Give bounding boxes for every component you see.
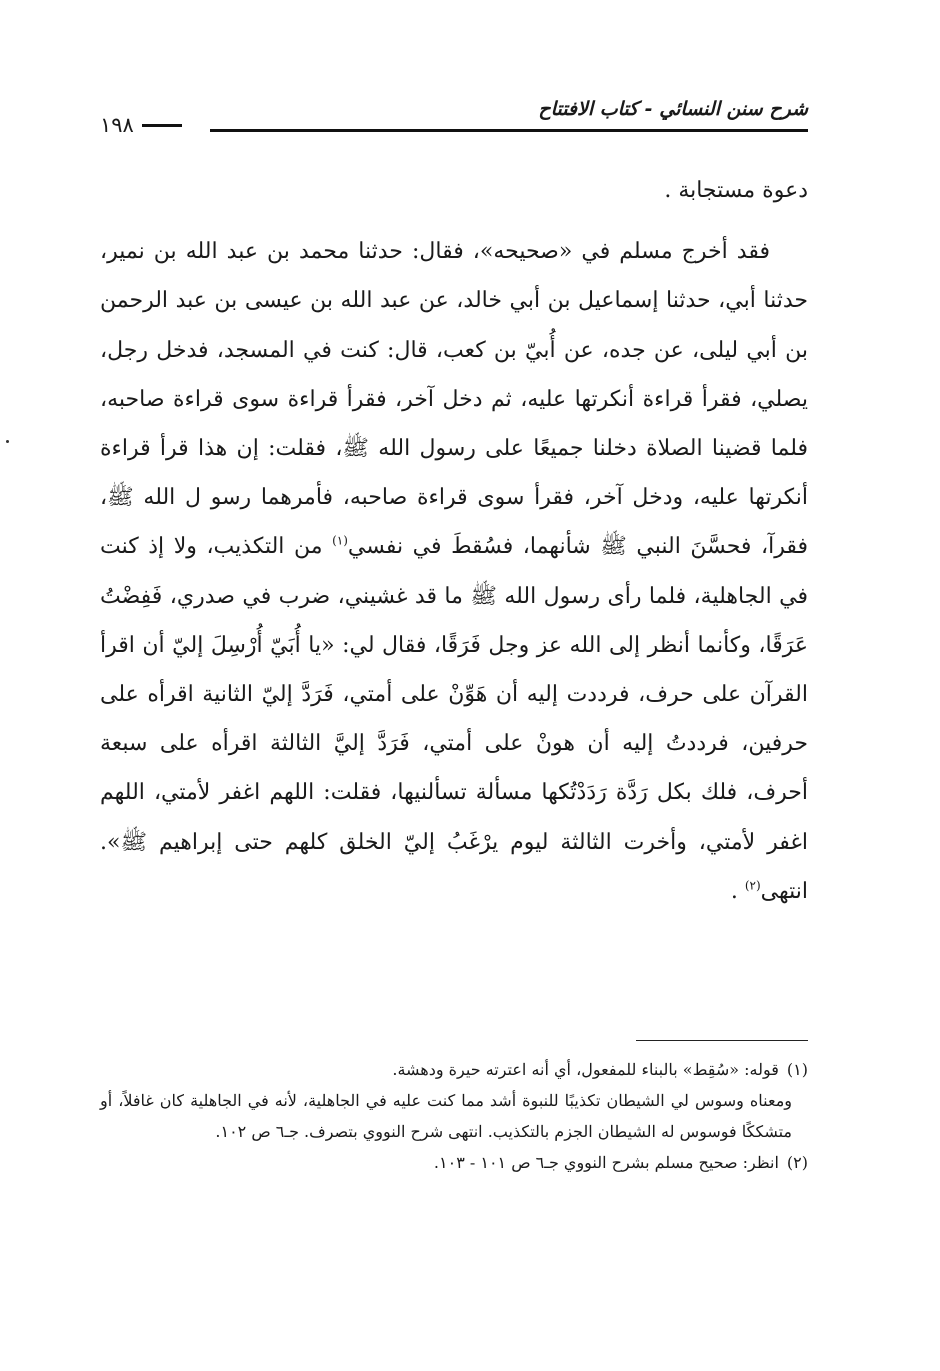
page-number-block	[100, 111, 182, 139]
main-text	[100, 166, 808, 916]
footnote-1	[100, 1054, 808, 1085]
footnote-separator	[636, 1040, 808, 1041]
footnote-1-continued: ومعناه وسوس لي الشيطان تكذيبًا للنبوة أشد مما كنت عليه في الجاهلية، لأنه في الجاهلية كان غافلاً، أو متشككًا فوسوس له الشيطان الجزم بالتكذيب. انتهى شرح النووي بتصرف. جـ٦ ص ١٠٢.	[100, 1091, 792, 1141]
scan-speck	[6, 440, 9, 443]
page-number: ١٩٨	[100, 113, 134, 137]
page-number-dash	[142, 124, 182, 127]
page-header	[100, 96, 808, 140]
footnote-1-text: قوله: «سُقِط» بالبناء للمفعول، أي أنه اعترته حيرة ودهشة.	[392, 1060, 779, 1079]
footnote-ref-2[interactable]: (٢)	[744, 878, 761, 893]
footnote-2-text: انظر: صحيح مسلم بشرح النووي جـ٦ ص ١٠١ - ١٠٣.	[433, 1153, 779, 1172]
paragraph-part-2: من التكذيب، ولا إذ كنت في الجاهلية، فلما رأى رسول الله ﷺ ما قد غشيني، ضرب في صدري، فَفِضْتُ عَرَقًا، وكأنما أنظر إلى الله عز وجل فَرَقًا، فقال لي: «يا أُبَيّ أُرْسِلَ إليّ أن اقرأ القرآن على حرف، فرددت إليه أن هَوِّنْ على أمتي، فَرَدَّ إليّ الثانية اقرأه على حرفين، فرددتُ إليه أن هونْ على أمتي، فَرَدَّ إليَّ الثالثة اقرأه على سبعة أحرف، فلك بكل رَدَّة رَدَدْتُكها مسألة تسألنيها، فقلت: اللهم اغفر لأمتي، اللهم اغفر لأمتي، وأخرت الثالثة ليوم يرْغَبُ إليّ الخلق كلهم حتى إبراهيم ﷺ». انتهى	[100, 534, 808, 904]
footnote-1-marker: (١)	[786, 1060, 808, 1079]
paragraph-end: .	[730, 878, 745, 904]
paragraph-part-1: فقد أخرج مسلم في «صحيحه»، فقال: حدثنا محمد بن عبد الله بن نمير، حدثنا أبي، حدثنا إسماعيل بن أبي خالد، عن عبد الله بن عيسى بن عبد الرحمن بن أبي ليلى، عن جده، عن أُبيّ بن كعب، قال: كنت في المسجد، فدخل رجل، يصلي، فقرأ قراءة أنكرتها عليه، ثم دخل آخر، فقرأ قراءة سوى قراءة صاحبه، فلما قضينا الصلاة دخلنا جميعًا على رسول الله ﷺ، فقلت: إن هذا قرأ قراءة أنكرتها عليه، ودخل آخر، فقرأ سوى قراءة صاحبه، فأمرهما رسو ل الله ﷺ، فقرآ، فحسَّنَ النبي ﷺ شأنهما، فسُقطَ في نفسي	[100, 239, 808, 560]
hadith-paragraph	[100, 227, 808, 916]
running-title: شرح سنن النسائي - كتاب الافتتاح	[538, 98, 808, 120]
footnote-2	[100, 1147, 808, 1178]
lead-line: دعوة مستجابة .	[664, 178, 808, 203]
footnote-ref-1[interactable]: (١)	[332, 534, 348, 549]
footnotes	[100, 1054, 808, 1178]
header-rule	[210, 129, 808, 132]
footnote-2-marker: (٢)	[786, 1153, 808, 1172]
